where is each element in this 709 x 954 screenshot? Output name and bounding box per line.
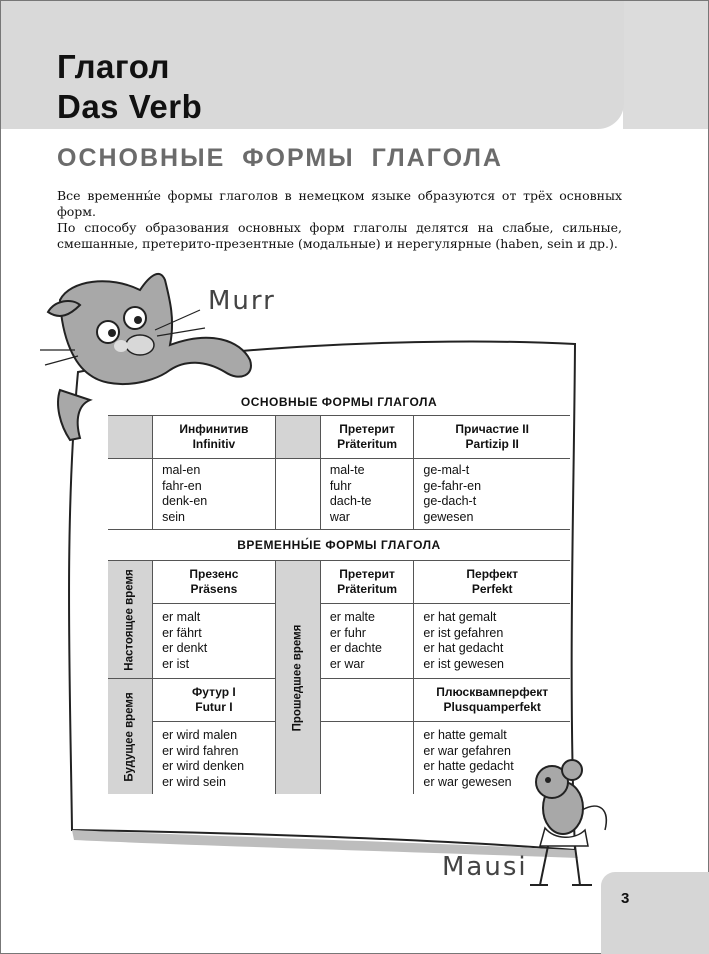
- list-item: ge-dach-t: [423, 494, 477, 508]
- praesens-ru: Презенс: [189, 567, 239, 581]
- infinitiv-de: Infinitiv: [192, 437, 236, 451]
- list-item: war: [329, 509, 350, 524]
- list-item: er wird malen: [162, 728, 238, 742]
- list-item: er denkt: [162, 641, 208, 655]
- praeteritum-de: Präteritum: [337, 437, 398, 451]
- section-title: ОСНОВНЫЕ ФОРМЫ ГЛАГОЛА: [57, 144, 503, 172]
- perfekt-forms: [414, 604, 570, 679]
- present-time-label: [108, 561, 153, 679]
- empty-cell: [108, 459, 153, 530]
- list-item: sein: [162, 509, 185, 524]
- plusquam-de: Plusquamperfekt: [443, 700, 541, 714]
- list-item: er hat gedacht: [423, 641, 504, 655]
- tense-praeteritum-ru: Претерит: [339, 567, 395, 581]
- partizip-ru: Причастие II: [455, 422, 529, 436]
- partizip-forms: [414, 459, 570, 530]
- list-item: fuhr: [329, 478, 352, 493]
- partizip-header: [414, 416, 570, 459]
- cat-pupil-left-icon: [108, 329, 116, 337]
- list-item: er war: [329, 656, 365, 671]
- intro-paragraph-2: По способу образования основных форм глаголы делятся на слабые, сильные, смешанные, претерито-презентные (модальные) и нерегулярные (haben, sein и др.).: [57, 220, 622, 251]
- list-item: gewesen: [423, 509, 474, 524]
- list-item: mal-en: [162, 463, 201, 477]
- list-item: ge-fahr-en: [423, 478, 482, 493]
- future-time-text: Будущее время: [123, 691, 136, 782]
- tense-forms-caption: ВРЕМЕННЫ́Е ФОРМЫ ГЛАГОЛА: [108, 530, 570, 561]
- list-item: er fährt: [162, 625, 202, 640]
- list-item: er wird fahren: [162, 743, 239, 758]
- praesens-forms: [153, 604, 276, 679]
- list-item: mal-te: [329, 463, 365, 477]
- intro-paragraph-1: Все временны́е формы глаголов в немецком языке образуются от трёх основных форм.: [57, 188, 622, 219]
- list-item: er wird denken: [162, 759, 245, 773]
- list-item: er war gewesen: [423, 774, 512, 789]
- praeteritum-ru: Претерит: [339, 422, 395, 436]
- page-number: 3: [621, 890, 630, 907]
- praeteritum-header: [320, 416, 414, 459]
- past-time-text: Прошедшее время: [291, 624, 304, 731]
- empty-cell: [275, 416, 320, 459]
- list-item: er fuhr: [329, 625, 366, 640]
- list-item: ge-mal-t: [423, 463, 470, 477]
- tense-praeteritum-de: Präteritum: [337, 582, 398, 596]
- plusquam-header: [414, 679, 570, 722]
- list-item: fahr-en: [162, 478, 202, 493]
- partizip-de: Partizip II: [465, 437, 519, 451]
- empty-cell: [275, 459, 320, 530]
- list-item: er war gefahren: [423, 743, 511, 758]
- list-item: er wird sein: [162, 774, 226, 789]
- cat-cheek-icon: [114, 340, 128, 352]
- past-time-label: [275, 561, 320, 795]
- present-time-text: Настоящее время: [123, 568, 136, 671]
- mouse-tail-icon: [582, 806, 606, 830]
- perfekt-header: [414, 561, 570, 604]
- chapter-title-ru: Глагол: [57, 48, 170, 85]
- praesens-header: [153, 561, 276, 604]
- empty-cell: [320, 679, 414, 722]
- verb-forms-table: [108, 389, 570, 794]
- cat-name-label: Murr: [208, 286, 276, 316]
- tense-praeteritum-header: [320, 561, 414, 604]
- perfekt-de: Perfekt: [471, 582, 513, 596]
- infinitiv-header: [153, 416, 276, 459]
- plusquam-forms: [414, 722, 570, 795]
- futur-forms: [153, 722, 276, 795]
- list-item: er malt: [162, 610, 201, 624]
- basic-forms-caption: ОСНОВНЫЕ ФОРМЫ ГЛАГОЛА: [108, 389, 570, 416]
- list-item: er dachte: [329, 641, 382, 655]
- plusquam-ru: Плюсквамперфект: [436, 685, 549, 699]
- empty-cell: [320, 722, 414, 795]
- cat-pupil-right-icon: [134, 316, 142, 324]
- futur-ru: Футур I: [192, 685, 236, 699]
- list-item: er hatte gemalt: [423, 728, 507, 742]
- list-item: dach-te: [329, 494, 372, 508]
- list-item: er malte: [329, 610, 375, 624]
- mouse-name-label: Mausi: [442, 852, 528, 882]
- list-item: er ist: [162, 656, 190, 671]
- list-item: denk-en: [162, 494, 208, 508]
- list-item: er hat gemalt: [423, 610, 497, 624]
- tense-praeteritum-forms: [320, 604, 414, 679]
- list-item: er ist gefahren: [423, 625, 504, 640]
- praesens-de: Präsens: [190, 582, 238, 596]
- empty-cell: [108, 416, 153, 459]
- list-item: er ist gewesen: [423, 656, 504, 671]
- list-item: er hatte gedacht: [423, 759, 514, 773]
- infinitiv-ru: Инфинитив: [179, 422, 249, 436]
- chapter-title-de: Das Verb: [57, 88, 203, 125]
- infinitiv-forms: [153, 459, 276, 530]
- cat-muzzle-icon: [126, 335, 154, 355]
- page-number-tab: [601, 872, 709, 954]
- futur-de: Futur I: [195, 700, 233, 714]
- future-time-label: [108, 679, 153, 795]
- perfekt-ru: Перфект: [466, 567, 518, 581]
- praeteritum-forms: [320, 459, 414, 530]
- futur-header: [153, 679, 276, 722]
